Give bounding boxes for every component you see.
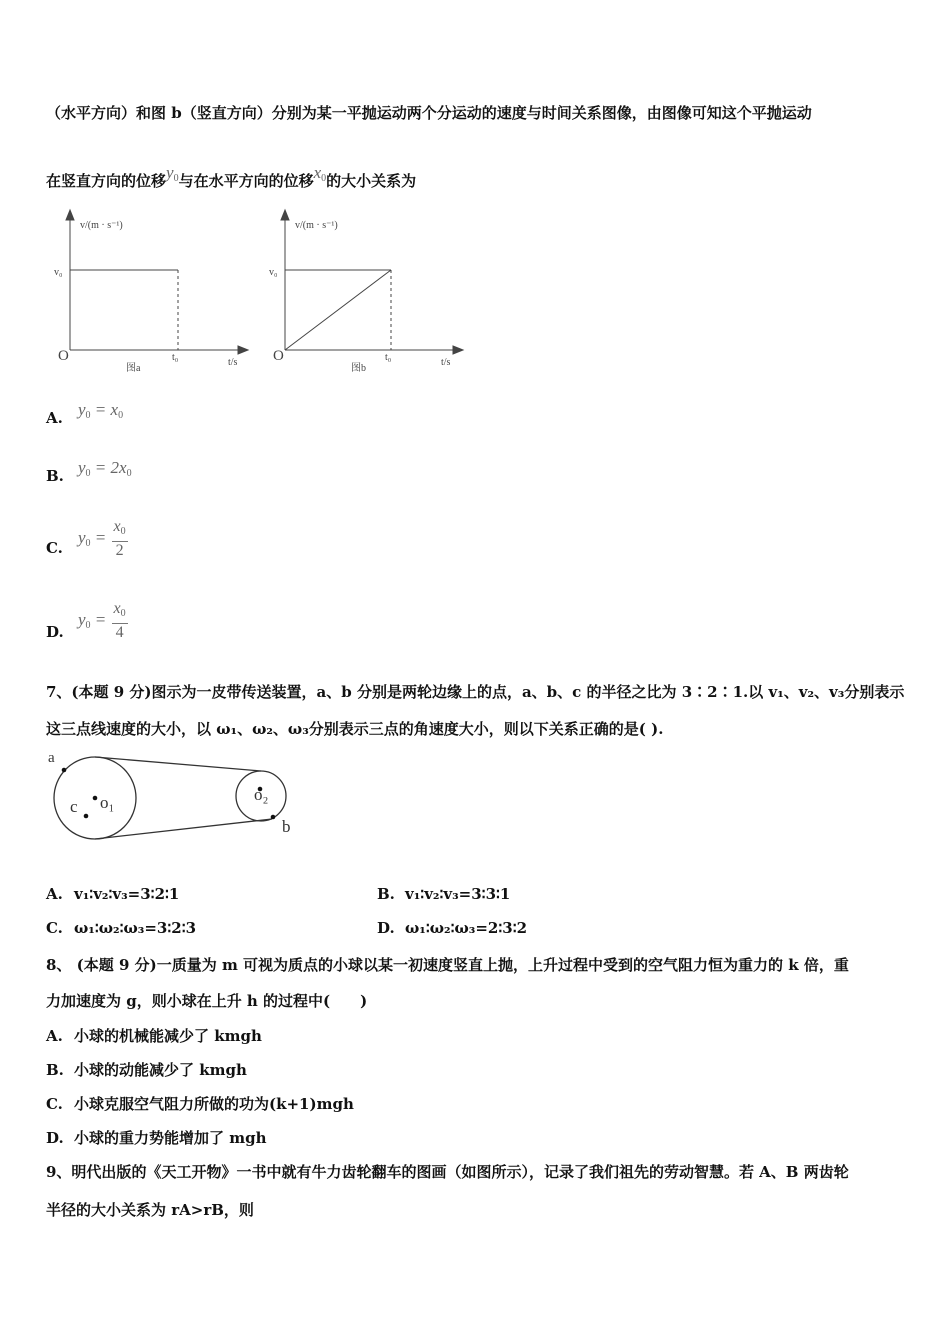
t0-label: t₀ bbox=[385, 352, 392, 363]
q8-option-b[interactable]: B. 小球的动能减少了 kmgh bbox=[46, 1061, 247, 1079]
q6-option-d[interactable]: $D.y_0$ = $\frac{x_0}{4}$ bbox=[46, 600, 126, 641]
caption: 图b bbox=[351, 363, 366, 374]
q7-option-c[interactable]: C. ω₁∶ω₂∶ω₃=3∶2∶3 bbox=[46, 919, 197, 937]
velocity-line bbox=[285, 270, 391, 350]
q8-line-1: 8、 (本题 9 分)一质量为 m 可视为质点的小球以某一初速度竖直上抛，上升过程中受到的空气阻力恒为重力的 k 倍，重 bbox=[46, 956, 849, 974]
label-b: b bbox=[282, 817, 291, 836]
q6-option-a[interactable]: A. $y_0 = x_0$ bbox=[46, 400, 124, 427]
q7-option-d[interactable]: D. ω₁∶ω₂∶ω₃=2∶3∶2 bbox=[377, 919, 528, 937]
origin-label: O bbox=[273, 348, 284, 364]
graph-a bbox=[50, 205, 250, 375]
belt-diagram bbox=[44, 746, 304, 846]
caption: 图a bbox=[126, 363, 141, 374]
label-c: c bbox=[70, 797, 78, 816]
x-axis-arrow bbox=[238, 346, 248, 354]
y-label: v/(m · s⁻¹) bbox=[295, 220, 338, 231]
x-axis-arrow bbox=[453, 346, 463, 354]
fraction: $\frac{x_0}{4}$ bbox=[113, 600, 126, 641]
belt-top bbox=[95, 757, 261, 771]
q8-line-2: 力加速度为 g，则小球在上升 h 的过程中( ) bbox=[46, 992, 368, 1010]
point-c bbox=[84, 814, 89, 819]
q8-option-d[interactable]: D. 小球的重力势能增加了 mgh bbox=[46, 1129, 267, 1147]
q6-option-c[interactable]: $C.y_0$ = $\frac{x_0}{2}$ bbox=[46, 518, 126, 559]
y0-symbol: $y_0$ bbox=[166, 163, 179, 184]
text: 的大小关系为 bbox=[326, 172, 417, 190]
label-o1: o₁ bbox=[100, 793, 115, 812]
q9-line-1: 9、明代出版的《天工开物》一书中就有牛力齿轮翻车的图画（如图所示），记录了我们祖先的劳动智慧。若 A、B 两齿轮 bbox=[46, 1163, 849, 1181]
q7-option-a[interactable]: A. v₁∶v₂∶v₃=3∶2∶1 bbox=[46, 885, 180, 903]
label-o2: o₂ bbox=[254, 785, 269, 804]
center-o1 bbox=[93, 796, 98, 801]
q6-option-b[interactable]: B. $y_0 = 2x_0$ bbox=[46, 458, 132, 485]
q7-line-1: 7、(本题 9 分)图示为一皮带传送装置，a、b 分别是两轮边缘上的点，a、b、c 的半径之比为 3∶2∶1.以 v₁、v₂、v₃分别表示 bbox=[46, 683, 905, 701]
x-label: t/s bbox=[441, 357, 451, 368]
fraction: $\frac{x_0}{2}$ bbox=[113, 518, 126, 559]
v0-label: v₀ bbox=[54, 267, 63, 278]
q7-line-2: 这三点线速度的大小，以 ω₁、ω₂、ω₃分别表示三点的角速度大小，则以下关系正确的是( ). bbox=[46, 720, 664, 738]
intro-line-2 bbox=[46, 163, 416, 191]
y-axis-arrow bbox=[281, 210, 289, 220]
q9-line-2: 半径的大小关系为 rA>rB，则 bbox=[46, 1201, 254, 1219]
point-b bbox=[271, 815, 276, 820]
intro-line-1: （水平方向）和图 b（竖直方向）分别为某一平抛运动两个分运动的速度与时间关系图像，由图像可知这个平抛运动 bbox=[46, 104, 812, 122]
t0-label: t₀ bbox=[172, 352, 179, 363]
v0-label: v₀ bbox=[269, 267, 278, 278]
graph-b bbox=[265, 205, 465, 375]
label-a: a bbox=[48, 750, 55, 766]
text: 在竖直方向的位移 bbox=[46, 172, 167, 190]
q7-option-b[interactable]: B. v₁∶v₂∶v₃=3∶3∶1 bbox=[377, 885, 511, 903]
point-a bbox=[62, 768, 67, 773]
y-label: v/(m · s⁻¹) bbox=[80, 220, 123, 231]
text: 与在水平方向的位移 bbox=[178, 172, 314, 190]
q8-option-c[interactable]: C. 小球克服空气阻力所做的功为(k+1)mgh bbox=[46, 1095, 354, 1113]
q8-option-a[interactable]: A. 小球的机械能减少了 kmgh bbox=[46, 1027, 262, 1045]
x-label: t/s bbox=[228, 357, 238, 368]
origin-label: O bbox=[58, 348, 69, 364]
y-axis-arrow bbox=[66, 210, 74, 220]
x0-symbol: $x_0$ bbox=[313, 163, 327, 184]
